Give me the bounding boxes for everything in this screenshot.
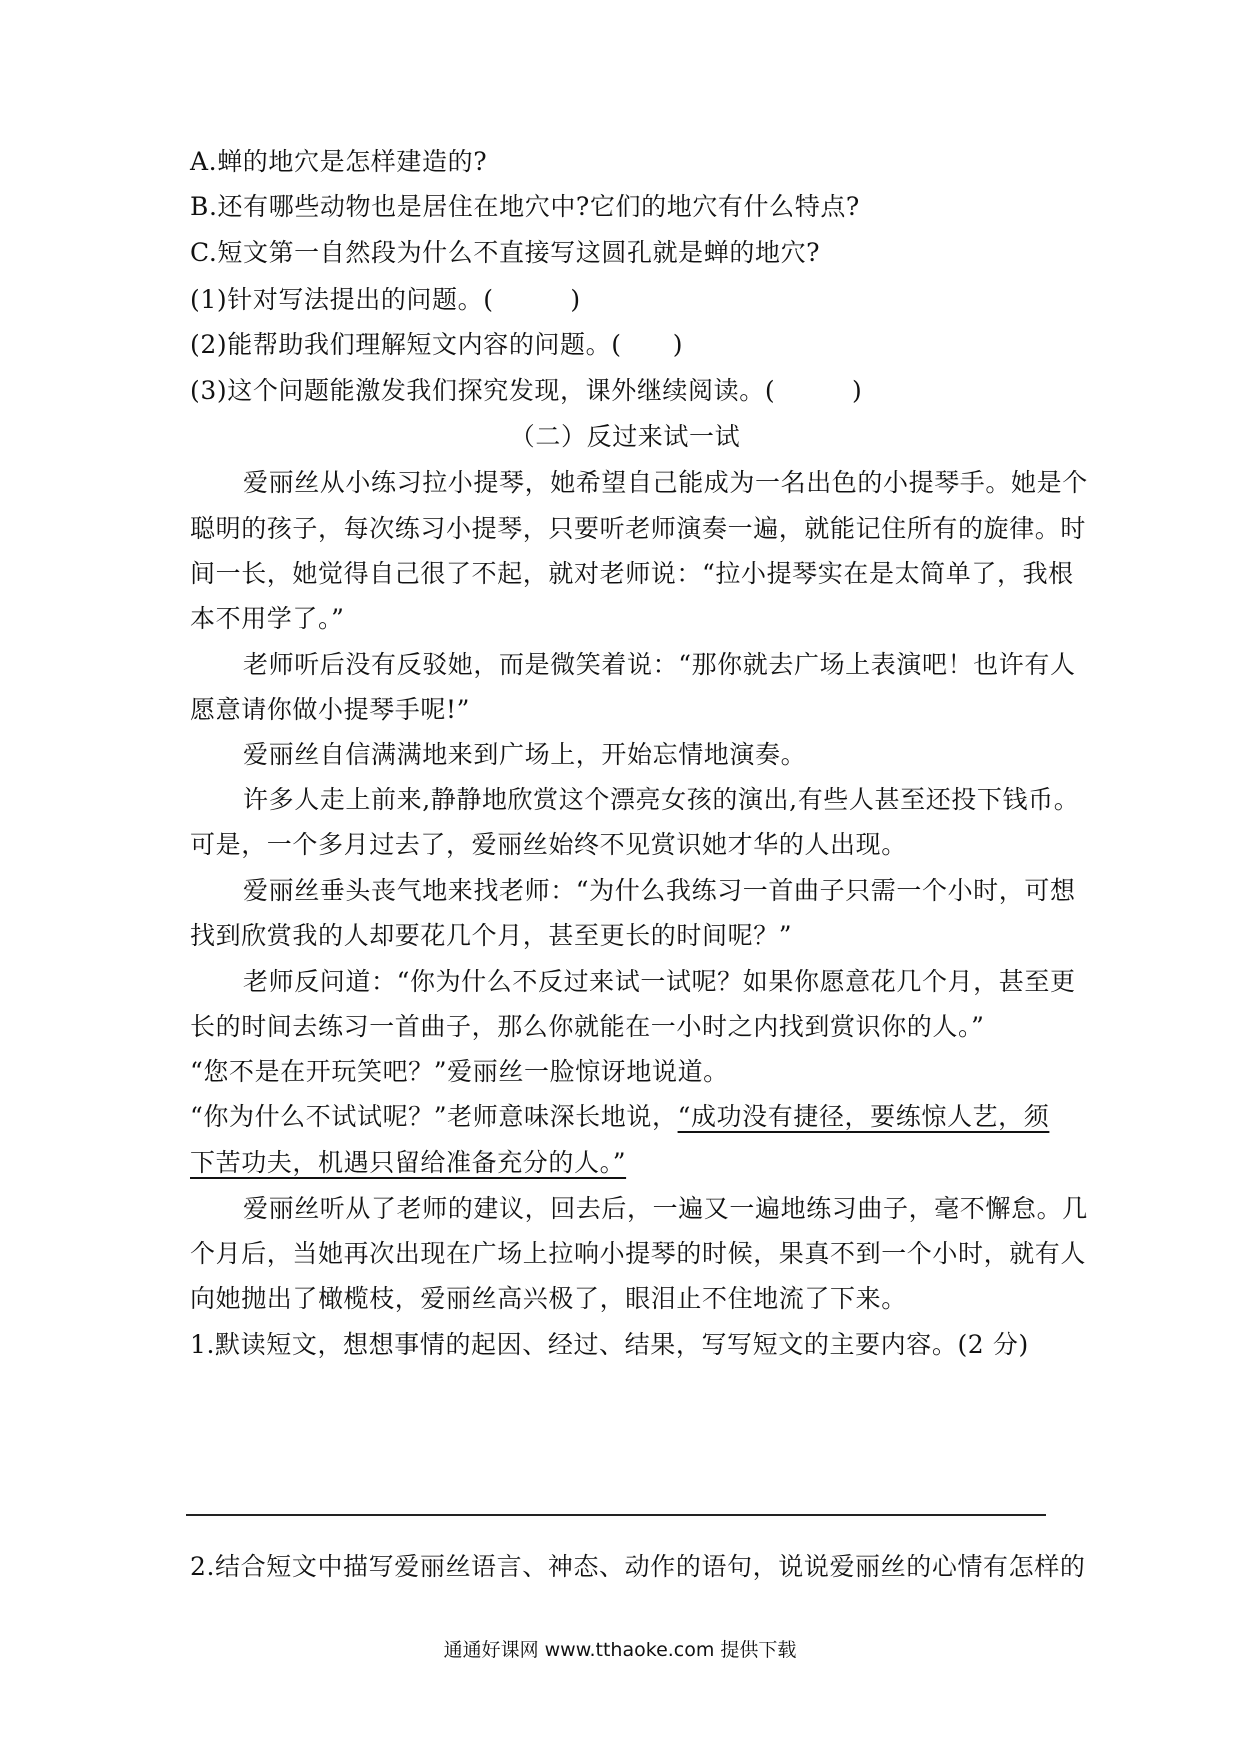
passage-line: 可是，一个多月过去了，爱丽丝始终不见赏识她才华的人出现。	[190, 830, 907, 859]
passage-line: 爱丽丝听从了老师的建议，回去后，一遍又一遍地练习曲子，毫不懈怠。几	[243, 1194, 1088, 1223]
passage-line: 间一长，她觉得自己很了不起，就对老师说：“拉小提琴实在是太简单了，我根	[190, 559, 1074, 588]
passage-line: 长的时间去练习一首曲子，那么你就能在一小时之内找到赏识你的人。”	[190, 1012, 985, 1041]
passage-line: 找到欣赏我的人却要花几个月，甚至更长的时间呢？”	[190, 921, 793, 950]
passage-line: 爱丽丝自信满满地来到广场上，开始忘情地演奏。	[243, 740, 807, 769]
option-b: B.还有哪些动物也是居住在地穴中?它们的地穴有什么特点?	[190, 192, 860, 221]
passage-line: “您不是在开玩笑吧？”爱丽丝一脸惊讶地说道。	[190, 1057, 729, 1086]
passage-line: 许多人走上前来,静静地欣赏这个漂亮女孩的演出,有些人甚至还投下钱币。	[243, 785, 1080, 814]
subquestion-2: (2)能帮助我们理解短文内容的问题。( )	[190, 330, 684, 359]
passage-line: 老师听后没有反驳她，而是微笑着说：“那你就去广场上表演吧！也许有人	[243, 650, 1076, 679]
passage-line: 个月后，当她再次出现在广场上拉响小提琴的时候，果真不到一个小时，就有人	[190, 1239, 1087, 1268]
passage-line	[190, 1141, 1060, 1185]
option-c: C.短文第一自然段为什么不直接写这圆孔就是蝉的地穴?	[190, 238, 821, 267]
passage-line	[190, 1095, 1060, 1139]
section-title: （二）反过来试一试	[509, 422, 741, 451]
answer-line	[186, 1514, 1046, 1516]
underlined-sentence: 下苦功夫，机遇只留给准备充分的人。”	[190, 1148, 627, 1177]
footer-credit: 通通好课网 www.tthaoke.com 提供下载	[443, 1639, 797, 1661]
subquestion-1: (1)针对写法提出的问题。( )	[190, 285, 581, 314]
passage-text: “你为什么不试试呢？”老师意味深长地说，	[190, 1102, 678, 1131]
question-2: 2.结合短文中描写爱丽丝语言、神态、动作的语句，说说爱丽丝的心情有怎样的	[190, 1552, 1086, 1581]
passage-line: 爱丽丝垂头丧气地来找老师：“为什么我练习一首曲子只需一个小时，可想	[243, 876, 1076, 905]
subquestion-3: (3)这个问题能激发我们探究发现，课外继续阅读。( )	[190, 376, 863, 405]
passage-line: 爱丽丝从小练习拉小提琴，她希望自己能成为一名出色的小提琴手。她是个	[243, 468, 1088, 497]
option-a: A.蝉的地穴是怎样建造的?	[190, 147, 488, 176]
passage-line: 向她抛出了橄榄枝，爱丽丝高兴极了，眼泪止不住地流了下来。	[190, 1284, 907, 1313]
underlined-sentence: “成功没有捷径，要练惊人艺，须	[677, 1102, 1050, 1131]
passage-line: 本不用学了。”	[190, 604, 345, 633]
passage-line: 老师反问道：“你为什么不反过来试一试呢？如果你愿意花几个月，甚至更	[243, 967, 1076, 996]
passage-line: 愿意请你做小提琴手呢!”	[190, 695, 471, 724]
question-1: 1.默读短文，想想事情的起因、经过、结果，写写短文的主要内容。(2 分)	[190, 1330, 1029, 1359]
passage-line: 聪明的孩子，每次练习小提琴，只要听老师演奏一遍，就能记住所有的旋律。时	[190, 514, 1087, 543]
